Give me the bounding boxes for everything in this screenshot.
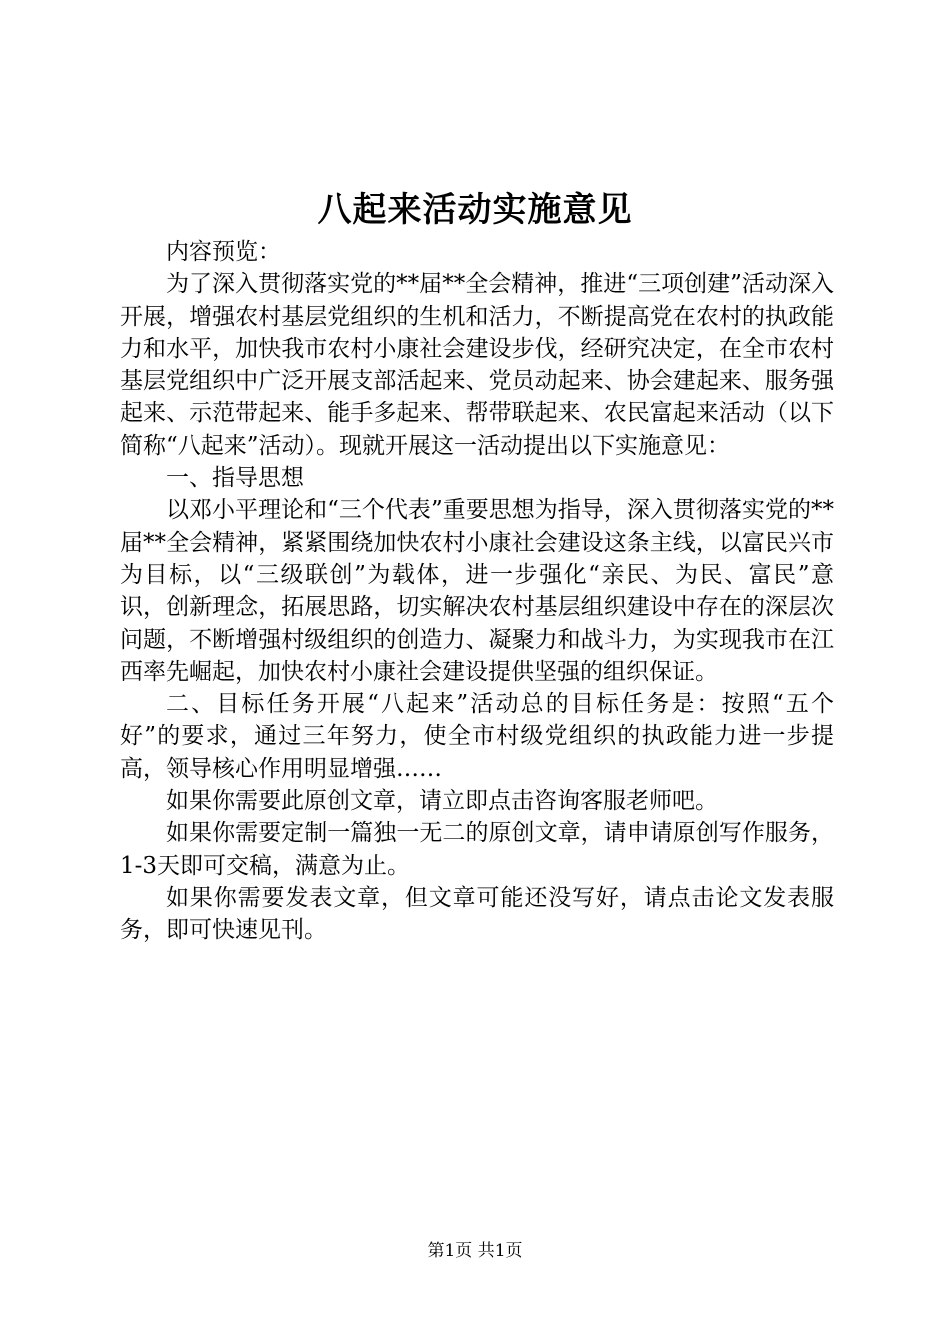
document-body — [120, 236, 834, 947]
guiding-ideology-paragraph: 以邓小平理论和“三个代表”重要思想为指导，深入贯彻落实党的**届**全会精神，紧紧围绕加快农村小康社会建设这条主线，以富民兴市为目标，以“三级联创”为载体，进一步强化“亲民、为民、富民”意识，创新理念，拓展思路，切实解决农村基层组织建设中存在的深层次问题，不断增强村级组织的创造力、凝聚力和战斗力，为实现我市在江西率先崛起，加快农村小康社会建设提供坚强的组织保证。 — [120, 497, 834, 685]
section-heading-guiding-ideology: 一、指导思想 — [166, 465, 304, 492]
publishing-service-link[interactable]: 如果你需要发表文章，但文章可能还没写好，请点击论文发表服务，即可快速见刊。 — [120, 884, 834, 944]
page-number: 第1页 共1页 — [427, 1241, 523, 1261]
consult-service-link[interactable]: 如果你需要此原创文章，请立即点击咨询客服老师吧。 — [166, 788, 718, 815]
document-title: 八起来活动实施意见 — [317, 190, 633, 230]
custom-writing-link[interactable]: 如果你需要定制一篇独一无二的原创文章，请申请原创写作服务，1-3天即可交稿，满意为止。 — [120, 820, 834, 879]
preview-label: 内容预览： — [166, 239, 281, 265]
intro-paragraph: 为了深入贯彻落实党的**届**全会精神，推进“三项创建”活动深入开展，增强农村基层党组织的生机和活力，不断提高党在农村的执政能力和水平，加快我市农村小康社会建设步伐，经研究决定，在全市农村基层党组织中广泛开展支部活起来、党员动起来、协会建起来、服务强起来、示范带起来、能手多起来、帮带联起来、农民富起来活动（以下简称“八起来”活动）。现就开展这一活动提出以下实施意见： — [120, 271, 834, 459]
goals-tasks-paragraph: 二、目标任务开展“八起来”活动总的目标任务是：按照“五个好”的要求，通过三年努力，使全市村级党组织的执政能力进一步提高，领导核心作用明显增强…… — [120, 691, 834, 782]
